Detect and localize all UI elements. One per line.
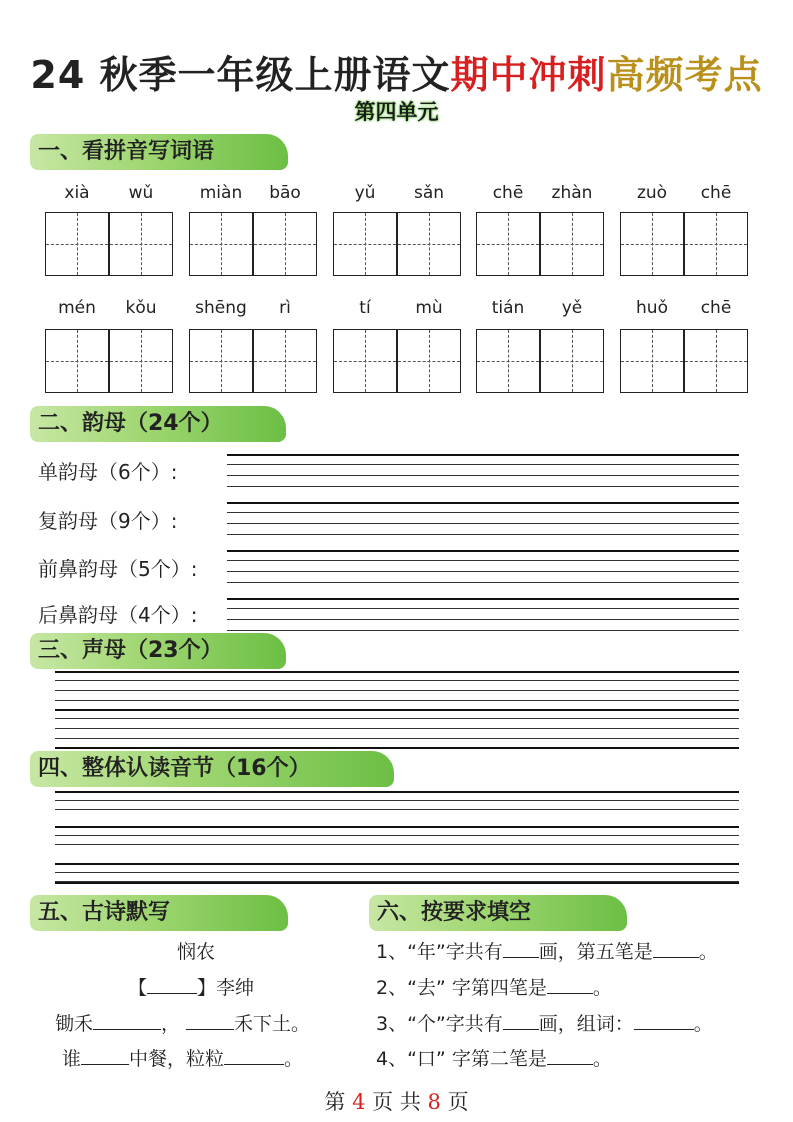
pinyin-label: xià xyxy=(64,183,90,203)
poem-line-1 xyxy=(55,1009,310,1036)
writing-box[interactable] xyxy=(620,329,684,393)
writing-box[interactable] xyxy=(540,329,604,393)
q1-text-c: 。 xyxy=(698,941,718,963)
q3-text-b: 画，组词： xyxy=(538,1013,634,1035)
author-name: 】李绅 xyxy=(197,977,255,999)
poem-blank-4[interactable] xyxy=(224,1046,284,1065)
poem-blank-3[interactable] xyxy=(81,1046,129,1065)
pinyin-label: tí xyxy=(359,298,371,318)
pinyin-label: rì xyxy=(279,298,291,318)
section-2-header: 二、韵母（24个） xyxy=(30,406,286,442)
section-1-header: 一、看拼音写词语 xyxy=(30,134,288,170)
writing-box[interactable] xyxy=(684,212,748,276)
title-gold: 高频考点 xyxy=(606,53,763,97)
q3-text-c: 。 xyxy=(693,1013,713,1035)
writing-line[interactable] xyxy=(55,728,739,729)
writing-box[interactable] xyxy=(253,329,317,393)
writing-line[interactable] xyxy=(55,709,739,711)
q3-blank-2[interactable] xyxy=(634,1011,694,1030)
q4-blank[interactable] xyxy=(547,1046,593,1065)
page-footer xyxy=(0,1086,793,1116)
writing-box[interactable] xyxy=(333,329,397,393)
page-title xyxy=(0,44,793,99)
writing-line[interactable] xyxy=(227,608,739,609)
writing-line[interactable] xyxy=(55,882,739,884)
writing-line[interactable] xyxy=(55,690,739,691)
writing-line[interactable] xyxy=(227,502,739,504)
writing-box[interactable] xyxy=(333,212,397,276)
writing-box[interactable] xyxy=(189,212,253,276)
pinyin-label: shēng xyxy=(195,298,247,318)
poem-line2-text-b: 中餐，粒粒 xyxy=(129,1048,225,1070)
poem-line1-text-c: 禾下土。 xyxy=(234,1013,311,1035)
writing-line[interactable] xyxy=(227,582,739,583)
q4-text-b: 。 xyxy=(592,1048,612,1070)
pinyin-label: chē xyxy=(492,183,524,203)
writing-line[interactable] xyxy=(55,680,739,681)
writing-line[interactable] xyxy=(55,863,739,865)
pinyin-label: zhàn xyxy=(551,183,593,203)
pinyin-label: mén xyxy=(58,298,96,318)
writing-line[interactable] xyxy=(227,560,739,561)
page-subtitle: 第四单元 xyxy=(354,99,439,124)
section-5-header: 五、古诗默写 xyxy=(30,895,288,931)
writing-box[interactable] xyxy=(189,329,253,393)
writing-line[interactable] xyxy=(227,523,739,524)
writing-line[interactable] xyxy=(55,671,739,673)
poem-blank-1[interactable] xyxy=(93,1011,161,1030)
writing-line[interactable] xyxy=(227,571,739,572)
writing-line[interactable] xyxy=(227,598,739,600)
writing-box[interactable] xyxy=(476,212,540,276)
pinyin-label: wǔ xyxy=(128,183,154,203)
writing-line[interactable] xyxy=(227,534,739,535)
footer-total-pages: 8 xyxy=(427,1090,441,1114)
fill-question-2 xyxy=(376,973,612,1000)
section-6-header: 六、按要求填空 xyxy=(369,895,627,931)
writing-line[interactable] xyxy=(55,809,739,810)
poem-line1-text-a: 锄禾 xyxy=(55,1013,94,1035)
author-bracket-open: 【 xyxy=(128,977,148,999)
q1-blank-1[interactable] xyxy=(503,939,539,958)
pinyin-label: mù xyxy=(415,298,443,318)
fill-question-4 xyxy=(376,1044,612,1071)
writing-box[interactable] xyxy=(620,212,684,276)
pinyin-label: zuò xyxy=(636,183,668,203)
writing-line[interactable] xyxy=(55,700,739,701)
writing-line[interactable] xyxy=(227,454,739,456)
writing-box[interactable] xyxy=(476,329,540,393)
poem-author-line xyxy=(128,973,254,1000)
back-nasal-finals-label: 后鼻韵母（4个）: xyxy=(38,603,198,627)
footer-text-c: 页 xyxy=(447,1090,469,1114)
writing-line[interactable] xyxy=(55,791,739,793)
writing-box[interactable] xyxy=(109,329,173,393)
footer-text-a: 第 xyxy=(324,1090,346,1114)
writing-line[interactable] xyxy=(227,512,739,513)
pinyin-label: sǎn xyxy=(413,183,445,203)
pinyin-label: bāo xyxy=(269,183,301,203)
writing-line[interactable] xyxy=(55,872,739,873)
writing-box[interactable] xyxy=(253,212,317,276)
pinyin-label: huǒ xyxy=(636,298,668,318)
writing-box[interactable] xyxy=(684,329,748,393)
writing-line[interactable] xyxy=(227,464,739,465)
q2-text-b: 。 xyxy=(592,977,612,999)
pinyin-label: chē xyxy=(700,183,732,203)
writing-line[interactable] xyxy=(227,630,739,631)
title-red: 期中冲刺 xyxy=(450,53,607,97)
writing-box[interactable] xyxy=(45,212,109,276)
poem-line-2 xyxy=(62,1044,303,1071)
author-blank[interactable] xyxy=(147,975,197,994)
q1-text-b: 画，第五笔是 xyxy=(538,941,653,963)
q2-text-a: 2、“去” 字第四笔是 xyxy=(376,977,547,999)
front-nasal-finals-label: 前鼻韵母（5个）: xyxy=(38,557,198,581)
poem-line2-text-a: 谁 xyxy=(62,1048,82,1070)
q2-blank[interactable] xyxy=(547,975,593,994)
q3-text-a: 3、“个”字共有 xyxy=(376,1013,503,1035)
title-black: 24 秋季一年级上册语文 xyxy=(30,53,451,97)
writing-line[interactable] xyxy=(227,550,739,552)
pinyin-label: chē xyxy=(700,298,732,318)
poem-line1-text-b: ， xyxy=(161,1013,181,1035)
writing-line[interactable] xyxy=(227,486,739,487)
writing-line[interactable] xyxy=(55,718,739,719)
pinyin-label: yǔ xyxy=(354,183,376,203)
writing-line[interactable] xyxy=(55,738,739,739)
writing-line[interactable] xyxy=(55,844,739,845)
footer-text-b: 页 共 xyxy=(372,1090,421,1114)
writing-line[interactable] xyxy=(55,800,739,801)
section-4-header: 四、整体认读音节（16个） xyxy=(30,751,394,787)
fill-question-3 xyxy=(376,1009,713,1036)
writing-line[interactable] xyxy=(227,619,739,620)
poem-title: 悯农 xyxy=(177,941,216,963)
pinyin-label: tián xyxy=(491,298,525,318)
q3-blank-1[interactable] xyxy=(503,1011,539,1030)
section-3-header: 三、声母（23个） xyxy=(30,633,286,669)
pinyin-label: miàn xyxy=(199,183,243,203)
q1-blank-2[interactable] xyxy=(653,939,699,958)
writing-box[interactable] xyxy=(45,329,109,393)
q4-text-a: 4、“口” 字第二笔是 xyxy=(376,1048,547,1070)
writing-line[interactable] xyxy=(55,826,739,828)
pinyin-label: kǒu xyxy=(125,298,157,318)
pinyin-label: yě xyxy=(561,298,583,318)
poem-line2-text-c: 。 xyxy=(284,1048,304,1070)
writing-box[interactable] xyxy=(109,212,173,276)
fill-question-1 xyxy=(376,937,718,964)
single-finals-label: 单韵母（6个）: xyxy=(38,460,178,484)
writing-line[interactable] xyxy=(55,835,739,836)
poem-blank-2[interactable] xyxy=(186,1011,234,1030)
writing-box[interactable] xyxy=(397,329,461,393)
writing-line[interactable] xyxy=(227,475,739,476)
writing-line[interactable] xyxy=(55,747,739,749)
q1-text-a: 1、“年”字共有 xyxy=(376,941,503,963)
writing-box[interactable] xyxy=(397,212,461,276)
compound-finals-label: 复韵母（9个）: xyxy=(38,509,178,533)
writing-box[interactable] xyxy=(540,212,604,276)
footer-page-number: 4 xyxy=(352,1090,366,1114)
